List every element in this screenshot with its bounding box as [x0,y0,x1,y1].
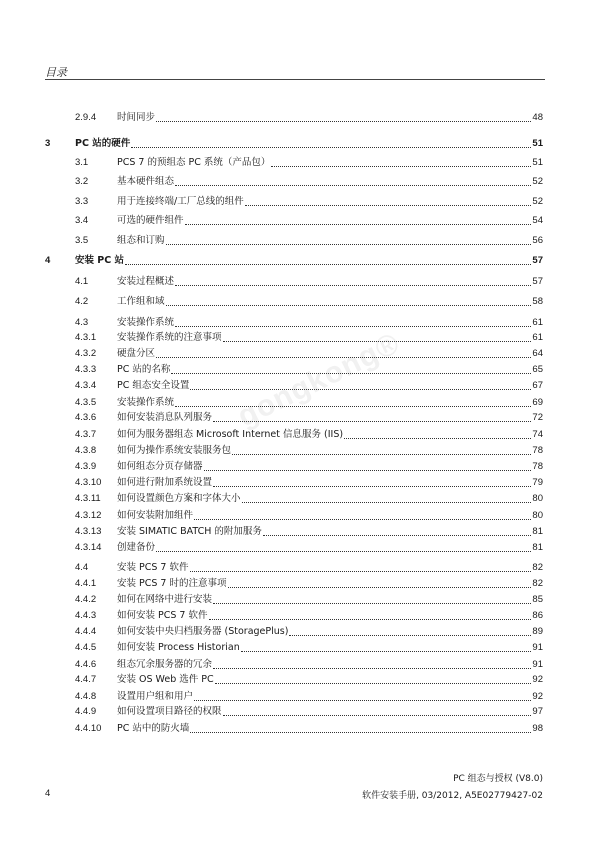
toc-entry-page: 81 [532,526,543,537]
toc-entry[interactable] [0,641,600,655]
toc-entry-number: 4.3.5 [75,397,97,408]
toc-entry-page: 92 [532,674,543,685]
toc-entry[interactable] [0,509,600,523]
dot-leader [190,389,531,390]
toc-entry-title: 如何组态分页存储器 [117,461,203,472]
toc-entry-title: PC 站的名称 [117,364,171,375]
toc-entry-title: 硬盘分区 [117,348,156,359]
toc-entry-title: 安装 SIMATIC BATCH 的附加服务 [117,526,262,537]
toc-entry-line [117,476,543,490]
toc-entry[interactable] [0,444,600,458]
toc-entry-page: 64 [532,348,543,359]
toc-entry-number: 4.3.3 [75,364,97,375]
toc-entry-line [117,625,543,639]
toc-entry[interactable] [0,111,600,125]
toc-entry-number: 4.3.12 [75,510,102,521]
toc-entry-number: 3.3 [75,196,89,207]
toc-entry-number: 3.5 [75,235,89,246]
toc-entry-page: 56 [532,235,543,246]
dot-leader [166,244,532,245]
toc-entry-title: 用于连接终端/工厂总线的组件 [117,196,244,207]
toc-entry-line [117,525,543,539]
toc-entry-line [117,492,543,506]
toc-entry-line [117,175,543,189]
toc-entry[interactable] [0,690,600,704]
dot-leader [228,587,532,588]
toc-entry-line [117,295,543,309]
toc-entry-title: 创建备份 [117,542,156,553]
dot-leader [131,147,531,148]
toc-entry[interactable] [0,156,600,170]
toc-entry-line [117,234,543,248]
toc-entry-number: 4.3.11 [75,493,101,504]
toc-entry-number: 4.4.10 [75,723,102,734]
toc-entry-page: 91 [532,642,543,653]
toc-entry[interactable] [0,705,600,719]
toc-entry-title: 安装操作系统 [117,397,175,408]
dot-leader [185,224,532,225]
toc-entry-page: 97 [532,706,543,717]
dot-leader [125,264,531,265]
toc-entry-line [75,137,543,151]
toc-entry[interactable] [0,195,600,209]
toc-entry-page: 82 [532,562,543,573]
dot-leader [156,121,531,122]
toc-entry-page: 80 [532,510,543,521]
toc-entry[interactable] [0,658,600,672]
dot-leader [175,285,531,286]
toc-entry-line [117,214,543,228]
dot-leader [344,438,531,439]
toc-entry-number: 4.4.8 [75,691,97,702]
dot-leader [175,185,531,186]
dot-leader [223,715,532,716]
toc-entry-line [117,541,543,555]
toc-entry-number: 4.3.2 [75,348,97,359]
toc-entry-line [117,509,543,523]
toc-entry-page: 78 [532,445,543,456]
toc-entry-number: 4.3.14 [75,542,102,553]
toc-entry-number: 3.4 [75,215,89,226]
toc-entry-number: 2.9.4 [75,112,97,123]
toc-entry-line [117,577,543,591]
toc-entry-line [117,331,543,345]
toc-entry-number: 4.3.1 [75,332,97,343]
dot-leader [215,683,532,684]
toc-entry-line [117,658,543,672]
toc-entry-line [117,444,543,458]
toc-entry-page: 67 [532,380,543,391]
toc-entry[interactable] [0,347,600,361]
dot-leader [289,635,531,636]
toc-entry-title: 如何安装附加组件 [117,510,194,521]
toc-entry-title: 安装操作系统 [117,317,175,328]
toc-entry-number: 3.1 [75,157,89,168]
toc-entry-title: PC 组态安全设置 [117,380,190,391]
dot-leader [271,166,531,167]
toc-entry[interactable] [0,460,600,474]
toc-entry-line [117,609,543,623]
footer-manual-title: PC 组态与授权 (V8.0) [453,774,543,784]
toc-entry-page: 57 [532,255,543,266]
toc-entry-number: 4.2 [75,296,89,307]
toc-entry-line [117,396,543,410]
dot-leader [175,406,531,407]
toc-entry[interactable] [0,175,600,189]
toc-entry[interactable] [0,673,600,687]
dot-leader [232,454,531,455]
toc-entry[interactable] [0,295,600,309]
toc-entry-number: 4 [45,255,51,266]
toc-entry-title: 安装操作系统的注意事项 [117,332,222,343]
toc-entry-title: 安装 OS Web 选件 PC [117,674,214,685]
toc-entry-title: 如何为服务器组态 Microsoft Internet 信息服务 (IIS) [117,429,344,440]
toc-entry-page: 58 [532,296,543,307]
toc-entry-title: 可选的硬件组件 [117,215,184,226]
toc-entry-page: 98 [532,723,543,734]
dot-leader [204,470,532,471]
toc-entry-title: 如何进行附加系统设置 [117,477,213,488]
toc-entry-title: 安装过程概述 [117,276,175,287]
dot-leader [194,700,531,701]
toc-entry[interactable] [0,492,600,506]
toc-entry-title: 如何安装中央归档服务器 (StoragePlus) [117,626,289,637]
toc-entry-title: 如何设置项目路径的权限 [117,706,222,717]
toc-entry-title: 组态冗余服务器的冗余 [117,659,213,670]
toc-entry-title: 组态和订购 [117,235,165,246]
toc-entry-number: 4.4.5 [75,642,97,653]
toc-entry-line [117,593,543,607]
toc-entry[interactable] [0,476,600,490]
toc-entry-page: 52 [532,176,543,187]
toc-entry-page: 54 [532,215,543,226]
toc-entry-page: 85 [532,594,543,605]
toc-entry-line [117,316,543,330]
toc-entry-page: 51 [532,157,543,168]
dot-leader [213,668,531,669]
toc-entry-title: 如何为操作系统安装服务包 [117,445,232,456]
toc-entry-number: 4.3.10 [75,477,102,488]
toc-entry-title: 如何安装 PCS 7 软件 [117,610,208,621]
toc-entry-line [117,411,543,425]
toc-entry-line [117,690,543,704]
toc-entry-page: 72 [532,412,543,423]
toc-entry-number: 4.3.9 [75,461,97,472]
toc-entry[interactable] [0,275,600,289]
toc-entry-page: 89 [532,626,543,637]
dot-leader [245,205,532,206]
toc-entry-line [117,641,543,655]
toc-entry[interactable] [0,541,600,555]
toc-entry[interactable] [0,137,600,151]
toc-entry-number: 4.3 [75,317,89,328]
dot-leader [194,519,531,520]
toc-entry[interactable] [0,411,600,425]
watermark: gongkong® [232,326,406,434]
toc-entry-number: 4.4.2 [75,594,97,605]
toc-entry-title: PC 站的硬件 [75,138,131,149]
toc-entry-page: 61 [532,317,543,328]
toc-entry-page: 74 [532,429,543,440]
toc-entry[interactable] [0,428,600,442]
toc-entry-line [117,156,543,170]
toc-entry-number: 4.4.3 [75,610,97,621]
dot-leader [242,502,532,503]
toc-entry-page: 51 [532,138,543,149]
toc-entry-number: 4.4.7 [75,674,97,685]
toc-entry-page: 69 [532,397,543,408]
toc-entry-page: 80 [532,493,543,504]
toc-entry-number: 4.4 [75,562,89,573]
dot-leader [156,551,531,552]
toc-entry-line [75,254,543,268]
toc-entry-number: 4.3.6 [75,412,97,423]
toc-entry-title: 基本硬件组态 [117,176,175,187]
dot-leader [209,619,532,620]
toc-entry-line [117,195,543,209]
toc-entry-number: 4.1 [75,276,89,287]
dot-leader [190,571,532,572]
toc-entry-number: 4.4.6 [75,659,97,670]
toc-entry-number: 4.4.1 [75,578,97,589]
toc-entry-title: 安装 PCS 7 时的注意事项 [117,578,227,589]
toc-entry[interactable] [0,316,600,330]
toc-entry-title: 安装 PC 站 [75,255,125,266]
toc-entry-page: 57 [532,276,543,287]
dot-leader [166,305,532,306]
toc-entry-line [117,275,543,289]
toc-entry[interactable] [0,625,600,639]
toc-entry[interactable] [0,234,600,248]
toc-entry[interactable] [0,577,600,591]
toc-entry-title: PCS 7 的预组态 PC 系统（产品包） [117,157,271,168]
toc-entry-number: 4.3.13 [75,526,102,537]
toc-entry-page: 52 [532,196,543,207]
toc-entry-line [117,561,543,575]
toc-entry[interactable] [0,214,600,228]
toc-entry-number: 4.3.8 [75,445,97,456]
toc-entry[interactable] [0,722,600,736]
toc-entry-title: 如何在网络中进行安装 [117,594,213,605]
toc-entry-page: 61 [532,332,543,343]
toc-entry-line [117,673,543,687]
toc-entry-page: 48 [532,112,543,123]
toc-entry-page: 82 [532,578,543,589]
toc-entry-title: 如何安装消息队列服务 [117,412,213,423]
toc-entry-title: 时间同步 [117,112,156,123]
toc-entry-page: 81 [532,542,543,553]
dot-leader [241,651,532,652]
toc-entry-number: 4.3.7 [75,429,97,440]
toc-entry[interactable] [0,561,600,575]
toc-entry[interactable] [0,593,600,607]
toc-entry-title: 安装 PCS 7 软件 [117,562,189,573]
toc-entry-number: 3.2 [75,176,89,187]
toc-entry-line [117,722,543,736]
toc-entry-title: 如何安装 Process Historian [117,642,240,653]
toc-entry-title: PC 站中的防火墙 [117,723,190,734]
dot-leader [190,732,531,733]
toc-entry-page: 91 [532,659,543,670]
dot-leader [213,603,531,604]
toc-entry-title: 工作组和域 [117,296,165,307]
toc-entry-number: 4.4.4 [75,626,97,637]
toc-entry[interactable] [0,609,600,623]
footer-page-number: 4 [45,788,51,799]
toc-entry-line [117,705,543,719]
footer-manual-info: 软件安装手册, 03/2012, A5E02779427-02 [362,791,543,801]
toc-entry[interactable] [0,254,600,268]
dot-leader [213,486,531,487]
toc-entry-number: 3 [45,138,51,149]
toc-entry-line [117,460,543,474]
toc-entry-page: 79 [532,477,543,488]
toc-entry-number: 4.4.9 [75,706,97,717]
toc-entry-title: 设置用户组和用户 [117,691,194,702]
toc-entry-page: 78 [532,461,543,472]
toc-entry-title: 如何设置颜色方案和字体大小 [117,493,241,504]
toc-entry-page: 86 [532,610,543,621]
toc-entry-line [117,428,543,442]
toc-entry-page: 65 [532,364,543,375]
toc-entry-number: 4.3.4 [75,380,97,391]
toc-entry[interactable] [0,525,600,539]
dot-leader [175,326,531,327]
toc-entry-page: 92 [532,691,543,702]
toc-entry[interactable] [0,331,600,345]
toc-entry-line [117,111,543,125]
dot-leader [263,535,532,536]
header-title: 目录 [45,66,67,79]
